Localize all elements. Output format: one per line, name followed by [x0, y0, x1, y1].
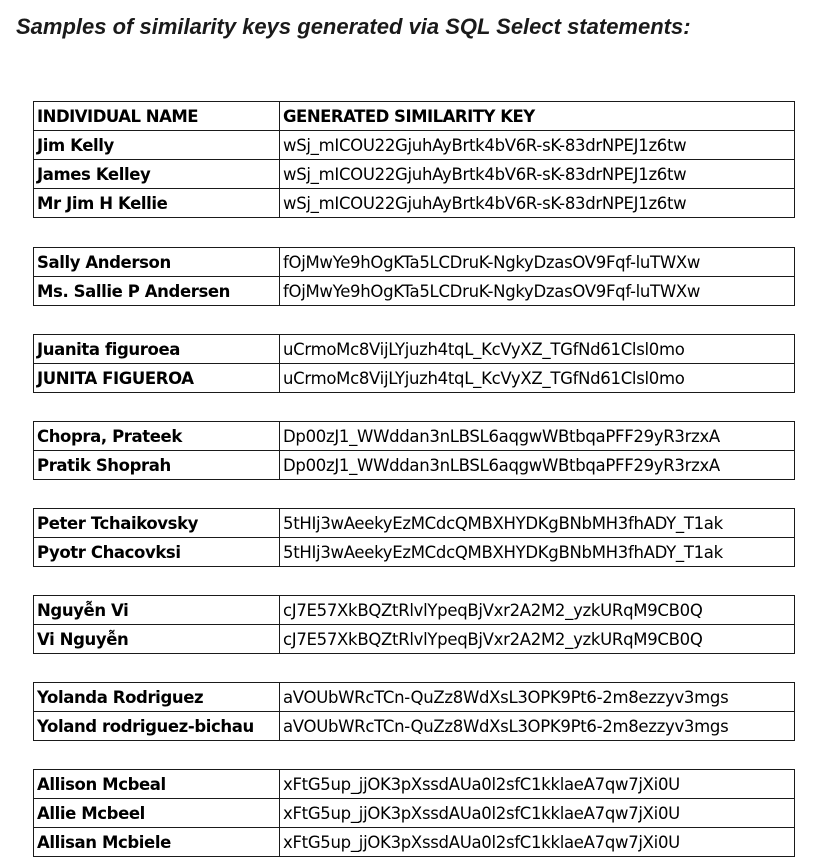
name-cell: Allie Mcbeel: [34, 799, 280, 828]
name-cell: Vi Nguyễn: [34, 625, 280, 654]
group-table-1: [33, 130, 795, 218]
key-cell: wSj_mICOU22GjuhAyBrtk4bV6R-sK-83drNPEJ1z6tw: [280, 131, 795, 160]
name-cell: Peter Tchaikovsky: [34, 509, 280, 538]
column-header-name: INDIVIDUAL NAME: [34, 102, 280, 131]
table-row: [34, 770, 795, 799]
name-cell: Pratik Shoprah: [34, 451, 280, 480]
group-table-8: [33, 769, 795, 857]
table-row: [34, 189, 795, 218]
group-table-2: [33, 247, 795, 306]
key-cell: xFtG5up_jjOK3pXssdAUa0l2sfC1kklaeA7qw7jXi0U: [280, 828, 795, 857]
name-cell: Yoland rodriguez-bichau: [34, 712, 280, 741]
key-cell: uCrmoMc8VijLYjuzh4tqL_KcVyXZ_TGfNd61Clsl0mo: [280, 335, 795, 364]
table-row: [34, 538, 795, 567]
name-cell: Allisan Mcbiele: [34, 828, 280, 857]
group-table-5: [33, 508, 795, 567]
name-cell: Ms. Sallie P Andersen: [34, 277, 280, 306]
table-row: [34, 248, 795, 277]
group-table-6: [33, 595, 795, 654]
name-cell: Mr Jim H Kellie: [34, 189, 280, 218]
table-row: [34, 799, 795, 828]
name-cell: James Kelley: [34, 160, 280, 189]
name-cell: Sally Anderson: [34, 248, 280, 277]
table-row: [34, 625, 795, 654]
group-table-4: [33, 421, 795, 480]
key-cell: wSj_mICOU22GjuhAyBrtk4bV6R-sK-83drNPEJ1z6tw: [280, 160, 795, 189]
header-row: [34, 102, 795, 131]
key-cell: aVOUbWRcTCn-QuZz8WdXsL3OPK9Pt6-2m8ezzyv3mgs: [280, 712, 795, 741]
column-header-key: GENERATED SIMILARITY KEY: [280, 102, 795, 131]
group-table-3: [33, 334, 795, 393]
key-cell: wSj_mICOU22GjuhAyBrtk4bV6R-sK-83drNPEJ1z6tw: [280, 189, 795, 218]
name-cell: Pyotr Chacovksi: [34, 538, 280, 567]
key-cell: fOjMwYe9hOgKTa5LCDruK-NgkyDzasOV9Fqf-luTWXw: [280, 248, 795, 277]
table-row: [34, 131, 795, 160]
name-cell: Yolanda Rodriguez: [34, 683, 280, 712]
table-row: [34, 596, 795, 625]
key-cell: xFtG5up_jjOK3pXssdAUa0l2sfC1kklaeA7qw7jXi0U: [280, 799, 795, 828]
table-row: [34, 335, 795, 364]
table-row: [34, 509, 795, 538]
table-row: [34, 160, 795, 189]
table-row: [34, 364, 795, 393]
key-cell: Dp00zJ1_WWddan3nLBSL6aqgwWBtbqaPFF29yR3rzxA: [280, 422, 795, 451]
key-cell: 5tHIj3wAeekyEzMCdcQMBXHYDKgBNbMH3fhADY_T1ak: [280, 509, 795, 538]
header-table: [33, 101, 795, 131]
key-cell: aVOUbWRcTCn-QuZz8WdXsL3OPK9Pt6-2m8ezzyv3mgs: [280, 683, 795, 712]
key-cell: uCrmoMc8VijLYjuzh4tqL_KcVyXZ_TGfNd61Clsl0mo: [280, 364, 795, 393]
table-row: [34, 451, 795, 480]
table-row: [34, 828, 795, 857]
table-row: [34, 683, 795, 712]
name-cell: Nguyễn Vi: [34, 596, 280, 625]
key-cell: cJ7E57XkBQZtRlvlYpeqBjVxr2A2M2_yzkURqM9CB0Q: [280, 625, 795, 654]
key-cell: fOjMwYe9hOgKTa5LCDruK-NgkyDzasOV9Fqf-luTWXw: [280, 277, 795, 306]
name-cell: Allison Mcbeal: [34, 770, 280, 799]
page-title: Samples of similarity keys generated via SQL Select statements:: [16, 14, 691, 39]
name-cell: Jim Kelly: [34, 131, 280, 160]
table-row: [34, 277, 795, 306]
key-cell: cJ7E57XkBQZtRlvlYpeqBjVxr2A2M2_yzkURqM9CB0Q: [280, 596, 795, 625]
table-row: [34, 422, 795, 451]
table-row: [34, 712, 795, 741]
name-cell: Chopra, Prateek: [34, 422, 280, 451]
group-table-7: [33, 682, 795, 741]
key-cell: 5tHIj3wAeekyEzMCdcQMBXHYDKgBNbMH3fhADY_T1ak: [280, 538, 795, 567]
name-cell: Juanita figuroea: [34, 335, 280, 364]
key-cell: Dp00zJ1_WWddan3nLBSL6aqgwWBtbqaPFF29yR3rzxA: [280, 451, 795, 480]
key-cell: xFtG5up_jjOK3pXssdAUa0l2sfC1kklaeA7qw7jXi0U: [280, 770, 795, 799]
name-cell: JUNITA FIGUEROA: [34, 364, 280, 393]
